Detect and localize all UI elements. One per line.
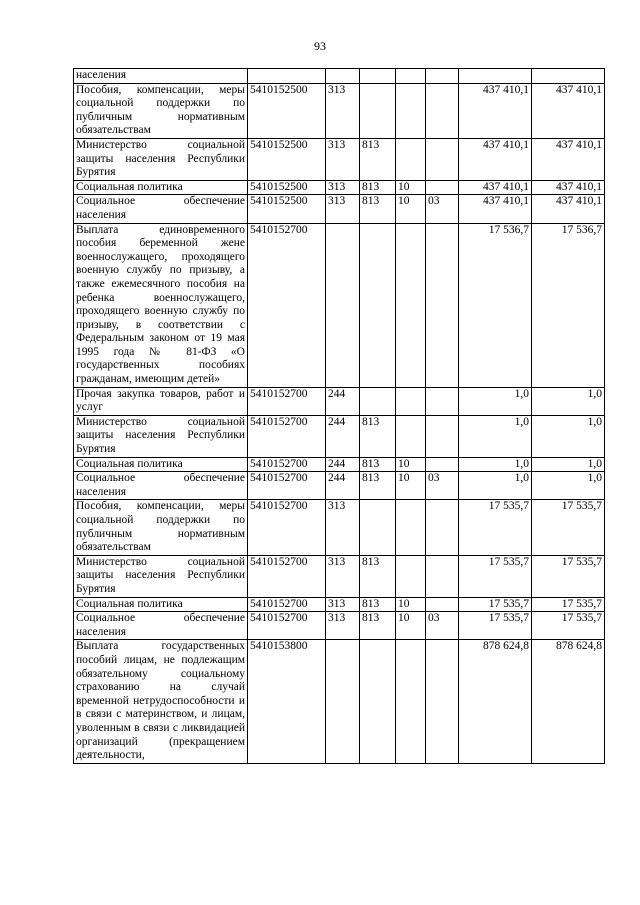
expense-type-cell: 313 — [326, 597, 360, 612]
amount-1-cell: 17 535,7 — [459, 555, 532, 597]
row-name-cell: Выплата государственных пособий лицам, не подлежащим обязательному социальному страхованию на случай временной нетрудоспособности и в связи с материнством, и лицам, уволенным в связи с ликвидацией организаций (прекращением деятельности, — [74, 640, 248, 763]
row-name-cell: Социальная политика — [74, 457, 248, 472]
ministry-code-cell — [360, 500, 396, 555]
subsection-cell — [426, 555, 459, 597]
amount-1-cell: 17 535,7 — [459, 500, 532, 555]
table-row — [74, 500, 605, 555]
table-row — [74, 138, 605, 180]
subsection-cell — [426, 83, 459, 138]
subsection-cell — [426, 415, 459, 457]
ministry-code-cell: 813 — [360, 415, 396, 457]
amount-1-cell: 437 410,1 — [459, 195, 532, 223]
ministry-code-cell: 813 — [360, 472, 396, 500]
target-code-cell: 5410152700 — [248, 223, 326, 387]
section-cell: 10 — [396, 195, 426, 223]
table-row — [74, 180, 605, 195]
ministry-code-cell: 813 — [360, 138, 396, 180]
section-cell: 10 — [396, 597, 426, 612]
subsection-cell — [426, 597, 459, 612]
amount-1-cell: 437 410,1 — [459, 83, 532, 138]
table-row — [74, 555, 605, 597]
amount-1-cell: 17 535,7 — [459, 612, 532, 640]
table-row — [74, 415, 605, 457]
amount-2-cell: 1,0 — [532, 472, 605, 500]
amount-1-cell: 1,0 — [459, 472, 532, 500]
ministry-code-cell: 813 — [360, 555, 396, 597]
amount-1-cell: 437 410,1 — [459, 180, 532, 195]
section-cell: 10 — [396, 180, 426, 195]
subsection-cell — [426, 500, 459, 555]
row-name-cell: Пособия, компенсации, меры социальной поддержки по публичным нормативным обязательствам — [74, 83, 248, 138]
row-name-cell: Социальная политика — [74, 180, 248, 195]
target-code-cell: 5410153800 — [248, 640, 326, 763]
expense-type-cell: 244 — [326, 387, 360, 415]
section-cell — [396, 69, 426, 84]
row-name-cell: Социальное обеспечение населения — [74, 195, 248, 223]
row-name-cell: Социальное обеспечение населения — [74, 472, 248, 500]
amount-2-cell: 437 410,1 — [532, 195, 605, 223]
target-code-cell: 5410152700 — [248, 612, 326, 640]
section-cell — [396, 223, 426, 387]
target-code-cell: 5410152500 — [248, 180, 326, 195]
expense-type-cell — [326, 69, 360, 84]
amount-1-cell: 437 410,1 — [459, 138, 532, 180]
expense-type-cell: 313 — [326, 138, 360, 180]
section-cell — [396, 640, 426, 763]
target-code-cell: 5410152700 — [248, 500, 326, 555]
amount-2-cell: 1,0 — [532, 387, 605, 415]
target-code-cell: 5410152700 — [248, 387, 326, 415]
section-cell — [396, 83, 426, 138]
amount-2-cell: 17 535,7 — [532, 555, 605, 597]
target-code-cell: 5410152500 — [248, 83, 326, 138]
target-code-cell: 5410152500 — [248, 138, 326, 180]
ministry-code-cell: 813 — [360, 180, 396, 195]
target-code-cell: 5410152700 — [248, 457, 326, 472]
amount-2-cell: 17 536,7 — [532, 223, 605, 387]
amount-2-cell — [532, 69, 605, 84]
section-cell — [396, 415, 426, 457]
section-cell — [396, 555, 426, 597]
ministry-code-cell — [360, 83, 396, 138]
amount-2-cell: 1,0 — [532, 415, 605, 457]
table-body — [74, 69, 605, 764]
amount-2-cell: 1,0 — [532, 457, 605, 472]
table-row — [74, 387, 605, 415]
budget-table — [73, 68, 605, 764]
section-cell: 10 — [396, 612, 426, 640]
target-code-cell: 5410152700 — [248, 597, 326, 612]
table-row — [74, 83, 605, 138]
page-number: 93 — [314, 39, 326, 53]
amount-2-cell: 17 535,7 — [532, 500, 605, 555]
amount-2-cell: 17 535,7 — [532, 597, 605, 612]
subsection-cell — [426, 180, 459, 195]
amount-2-cell: 437 410,1 — [532, 83, 605, 138]
ministry-code-cell — [360, 387, 396, 415]
row-name-cell: Социальное обеспечение населения — [74, 612, 248, 640]
subsection-cell: 03 — [426, 612, 459, 640]
table-row — [74, 223, 605, 387]
expense-type-cell: 313 — [326, 83, 360, 138]
table-row — [74, 640, 605, 763]
subsection-cell: 03 — [426, 472, 459, 500]
ministry-code-cell — [360, 69, 396, 84]
ministry-code-cell: 813 — [360, 612, 396, 640]
amount-2-cell: 17 535,7 — [532, 612, 605, 640]
row-name-cell: Выплата единовременного пособия беременной жене военнослужащего, проходящего военную службу по призыву, а также ежемесячного пособия на ребенка военнослужащего, проходящего военную службу по призыву, в соответствии с Федеральным законом от 19 мая 1995 года № 81-ФЗ «О государственных пособиях гражданам, имеющим детей» — [74, 223, 248, 387]
amount-1-cell — [459, 69, 532, 84]
amount-2-cell: 878 624,8 — [532, 640, 605, 763]
table-row — [74, 612, 605, 640]
row-name-cell: Пособия, компенсации, меры социальной поддержки по публичным нормативным обязательствам — [74, 500, 248, 555]
section-cell: 10 — [396, 457, 426, 472]
target-code-cell: 5410152700 — [248, 555, 326, 597]
subsection-cell — [426, 223, 459, 387]
row-name-cell: населения — [74, 69, 248, 84]
row-name-cell: Министерство социальной защиты населения Республики Бурятия — [74, 138, 248, 180]
row-name-cell: Министерство социальной защиты населения Республики Бурятия — [74, 415, 248, 457]
target-code-cell: 5410152500 — [248, 195, 326, 223]
ministry-code-cell: 813 — [360, 457, 396, 472]
target-code-cell: 5410152700 — [248, 415, 326, 457]
subsection-cell: 03 — [426, 195, 459, 223]
table-row — [74, 195, 605, 223]
expense-type-cell: 244 — [326, 415, 360, 457]
amount-1-cell: 1,0 — [459, 387, 532, 415]
subsection-cell — [426, 387, 459, 415]
expense-type-cell — [326, 640, 360, 763]
table-row — [74, 472, 605, 500]
expense-type-cell: 313 — [326, 195, 360, 223]
amount-1-cell: 878 624,8 — [459, 640, 532, 763]
amount-1-cell: 17 536,7 — [459, 223, 532, 387]
section-cell — [396, 387, 426, 415]
ministry-code-cell — [360, 640, 396, 763]
expense-type-cell: 313 — [326, 555, 360, 597]
subsection-cell — [426, 138, 459, 180]
subsection-cell — [426, 457, 459, 472]
target-code-cell — [248, 69, 326, 84]
row-name-cell: Прочая закупка товаров, работ и услуг — [74, 387, 248, 415]
ministry-code-cell — [360, 223, 396, 387]
section-cell — [396, 138, 426, 180]
row-name-cell: Социальная политика — [74, 597, 248, 612]
table-row — [74, 457, 605, 472]
target-code-cell: 5410152700 — [248, 472, 326, 500]
expense-type-cell: 313 — [326, 180, 360, 195]
ministry-code-cell: 813 — [360, 195, 396, 223]
ministry-code-cell: 813 — [360, 597, 396, 612]
amount-1-cell: 1,0 — [459, 415, 532, 457]
amount-2-cell: 437 410,1 — [532, 138, 605, 180]
subsection-cell — [426, 640, 459, 763]
expense-type-cell: 313 — [326, 500, 360, 555]
expense-type-cell: 313 — [326, 612, 360, 640]
subsection-cell — [426, 69, 459, 84]
row-name-cell: Министерство социальной защиты населения Республики Бурятия — [74, 555, 248, 597]
expense-type-cell: 244 — [326, 472, 360, 500]
table-row — [74, 597, 605, 612]
amount-2-cell: 437 410,1 — [532, 180, 605, 195]
table-row — [74, 69, 605, 84]
expense-type-cell — [326, 223, 360, 387]
expense-type-cell: 244 — [326, 457, 360, 472]
section-cell — [396, 500, 426, 555]
section-cell: 10 — [396, 472, 426, 500]
amount-1-cell: 1,0 — [459, 457, 532, 472]
amount-1-cell: 17 535,7 — [459, 597, 532, 612]
